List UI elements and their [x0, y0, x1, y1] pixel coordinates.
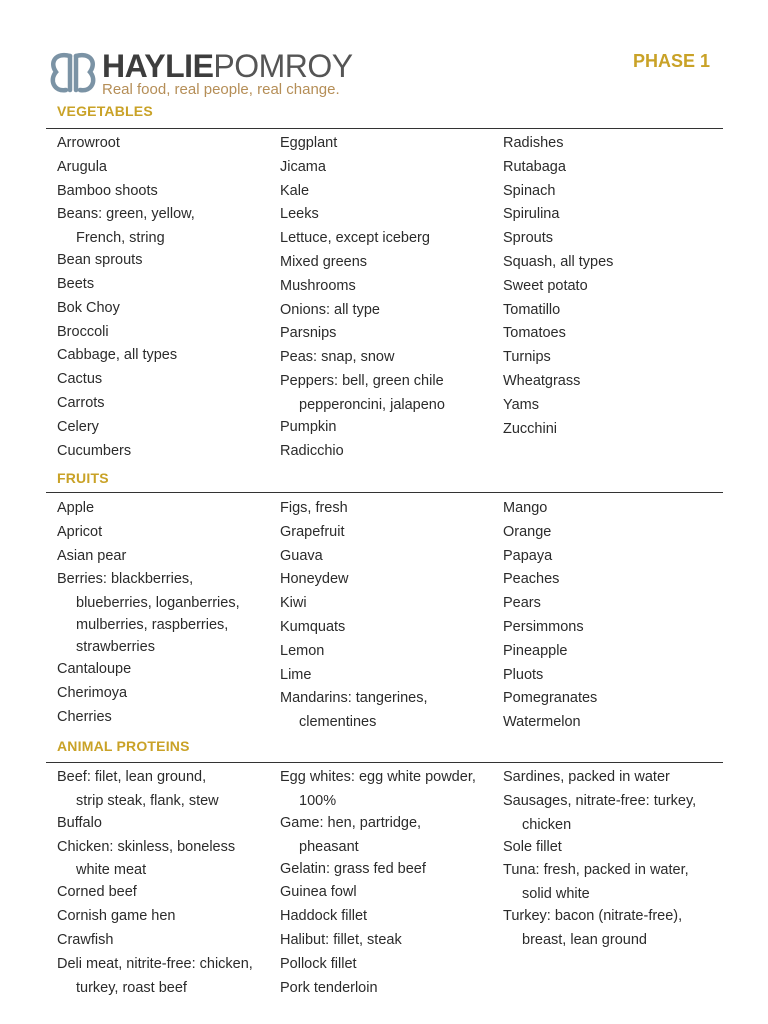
list-item [280, 251, 495, 275]
list-item [57, 297, 272, 321]
list-item [280, 766, 495, 812]
list-item [280, 322, 495, 346]
list-item-text: Cabbage, all types [57, 347, 178, 364]
list-item [57, 344, 272, 368]
list-item-text: Lime [280, 666, 312, 683]
list-item [280, 416, 495, 440]
brand-tagline: Real food, real people, real change. [102, 81, 340, 98]
list-item [503, 790, 718, 836]
vegetables-column-2 [280, 132, 495, 463]
list-item-text: Peppers: bell, green chile [280, 372, 444, 389]
list-item-text: Deli meat, nitrite-free: chicken, [57, 955, 253, 972]
brand-name [102, 48, 353, 84]
list-item [503, 418, 718, 442]
list-item-text: Arrowroot [57, 135, 120, 151]
list-item-text: Beef: filet, lean ground, [57, 769, 207, 785]
list-item-text: Radicchio [280, 442, 344, 459]
vegetables-column-3 [503, 132, 718, 441]
list-item-continuation: strip steak, flank, stew [76, 792, 219, 809]
list-item-text: Pollock fillet [280, 955, 357, 972]
fruits-column-3 [503, 497, 718, 735]
list-item [57, 521, 272, 545]
brand-first-name: HAYLIE [102, 48, 214, 84]
page-header [46, 48, 722, 100]
list-item [280, 156, 495, 180]
list-item [57, 953, 272, 999]
list-item [57, 706, 272, 730]
list-item [503, 664, 718, 688]
phase-label: PHASE 1 [632, 51, 710, 71]
list-item-continuation: solid white [522, 886, 590, 903]
list-item [57, 321, 272, 345]
list-item-text: Mixed greens [280, 253, 368, 270]
list-item-text: Gelatin: grass fed beef [280, 860, 426, 877]
list-item-text: Buffalo [57, 814, 102, 831]
section-title-animal-proteins: ANIMAL PROTEINS [57, 738, 190, 754]
list-item-text: Turnips [503, 349, 551, 366]
list-item [503, 203, 718, 227]
list-item-text: Sole fillet [503, 838, 562, 855]
list-item-text: Halibut: fillet, steak [280, 931, 402, 948]
list-item-text: Bamboo shoots [57, 182, 158, 199]
list-item-text: Pomegranates [503, 690, 598, 707]
list-item-text: Pears [503, 595, 541, 612]
list-item-text: Onions: all type [280, 301, 380, 318]
list-item-text: Rutabaga [503, 158, 566, 175]
list-item-text: Lemon [280, 642, 325, 659]
list-item-text: Broccoli [57, 323, 109, 340]
list-item-text: Cherries [57, 708, 112, 725]
list-item [57, 545, 272, 569]
list-item-text: Peaches [503, 571, 560, 588]
list-item [280, 521, 495, 545]
list-item-continuation: 100% [299, 792, 337, 809]
list-item-text: Bean sprouts [57, 252, 143, 269]
list-item-text: Apple [57, 500, 95, 516]
list-item [280, 616, 495, 640]
list-item-text: Leeks [280, 206, 319, 223]
list-item [57, 682, 272, 706]
list-item-text: Guava [280, 547, 323, 564]
list-item-text: Cantaloupe [57, 661, 132, 678]
list-item [280, 275, 495, 299]
list-item-text: Tuna: fresh, packed in water, [503, 862, 689, 879]
list-item-continuation: white meat [76, 862, 147, 879]
list-item [280, 568, 495, 592]
list-item-text: Egg whites: egg white powder, [280, 769, 476, 785]
list-item [57, 766, 272, 812]
list-item [57, 812, 272, 836]
list-item [503, 836, 718, 860]
list-item-text: Haddock fillet [280, 908, 368, 925]
list-item-text: Wheatgrass [503, 372, 581, 389]
list-item-continuation: clementines [299, 714, 377, 731]
list-item-continuation: pepperoncini, jalapeno [299, 396, 445, 413]
list-item-text: Eggplant [280, 135, 338, 151]
section-divider [46, 492, 723, 493]
list-item [280, 905, 495, 929]
list-item [280, 953, 495, 977]
list-item-text: Kale [280, 182, 310, 199]
vegetables-column-1 [57, 132, 272, 463]
list-item [57, 658, 272, 682]
list-item-text: Cucumbers [57, 442, 132, 459]
list-item-text: Beets [57, 275, 95, 292]
list-item [503, 180, 718, 204]
list-item-text: Mushrooms [280, 277, 356, 294]
list-item [503, 346, 718, 370]
list-item [280, 346, 495, 370]
list-item-text: Carrots [57, 394, 105, 411]
list-item [57, 392, 272, 416]
fruits-column-1 [57, 497, 272, 730]
butterfly-logo-icon [46, 50, 100, 96]
list-item-text: Parsnips [280, 325, 337, 342]
list-item [280, 497, 495, 521]
list-item-continuation: strawberries [76, 639, 155, 656]
list-item [57, 497, 272, 521]
list-item-text: Tomatillo [503, 301, 561, 318]
list-item [280, 227, 495, 251]
list-item [503, 905, 718, 951]
list-item-text: Bok Choy [57, 299, 120, 316]
list-item [57, 180, 272, 204]
list-item [503, 687, 718, 711]
list-item-text: Watermelon [503, 714, 581, 731]
list-item [57, 416, 272, 440]
list-item [57, 249, 272, 273]
list-item-text: Squash, all types [503, 253, 614, 270]
list-item-text: Corned beef [57, 884, 137, 901]
list-item [280, 203, 495, 227]
fruits-column-2 [280, 497, 495, 733]
list-item-text: Arugula [57, 158, 107, 175]
list-item [57, 132, 272, 156]
list-item-continuation: blueberries, loganberries, [76, 595, 240, 612]
list-item [57, 568, 272, 658]
list-item [280, 664, 495, 688]
list-item-text: Kiwi [280, 595, 307, 612]
list-item-text: Honeydew [280, 571, 349, 588]
list-item [280, 687, 495, 733]
list-item [503, 497, 718, 521]
list-item [57, 368, 272, 392]
list-item-continuation: mulberries, raspberries, [76, 617, 229, 634]
list-item-text: Sardines, packed in water [503, 769, 670, 785]
list-item [280, 592, 495, 616]
list-item-text: Tomatoes [503, 325, 566, 342]
list-item [280, 180, 495, 204]
list-item [280, 640, 495, 664]
list-item-text: Pluots [503, 666, 544, 683]
list-item-text: Papaya [503, 547, 553, 564]
list-item [57, 881, 272, 905]
list-item [503, 299, 718, 323]
list-item-text: Jicama [280, 158, 326, 175]
list-item [503, 859, 718, 905]
list-item [280, 858, 495, 882]
list-item [503, 568, 718, 592]
list-item-text: Grapefruit [280, 523, 345, 540]
list-item-text: Figs, fresh [280, 500, 348, 516]
list-item [280, 545, 495, 569]
list-item-text: Kumquats [280, 618, 346, 635]
list-item [503, 545, 718, 569]
list-item-text: Pineapple [503, 642, 568, 659]
list-item-text: Pork tenderloin [280, 979, 378, 996]
list-item [57, 929, 272, 953]
list-item [503, 616, 718, 640]
list-item-text: Radishes [503, 135, 564, 151]
list-item [280, 132, 495, 156]
proteins-column-2 [280, 766, 495, 1000]
list-item [280, 299, 495, 323]
list-item [280, 370, 495, 416]
list-item [57, 273, 272, 297]
list-item [503, 394, 718, 418]
list-item-text: Sausages, nitrate-free: turkey, [503, 792, 697, 809]
list-item [503, 251, 718, 275]
list-item [503, 322, 718, 346]
list-item-text: Berries: blackberries, [57, 571, 194, 588]
section-title-fruits: FRUITS [57, 470, 109, 486]
list-item [503, 156, 718, 180]
proteins-column-1 [57, 766, 272, 999]
list-item [57, 440, 272, 464]
list-item-text: Crawfish [57, 931, 114, 948]
list-item-text: Beans: green, yellow, [57, 206, 195, 223]
list-item [57, 156, 272, 180]
list-item [280, 881, 495, 905]
list-item-text: Turkey: bacon (nitrate-free), [503, 908, 683, 925]
list-item [503, 275, 718, 299]
list-item-continuation: pheasant [299, 838, 359, 855]
list-item-text: Lettuce, except iceberg [280, 230, 430, 247]
list-item-text: Chicken: skinless, boneless [57, 838, 236, 855]
list-item-text: Sweet potato [503, 277, 588, 294]
list-item-text: Pumpkin [280, 418, 337, 435]
list-item-text: Game: hen, partridge, [280, 814, 422, 831]
list-item [503, 227, 718, 251]
list-item-text: Cactus [57, 371, 103, 388]
list-item [503, 766, 718, 790]
list-item-text: Persimmons [503, 618, 584, 635]
section-title-vegetables: VEGETABLES [57, 103, 153, 119]
list-item [57, 905, 272, 929]
list-item-text: Yams [503, 396, 539, 413]
brand-last-name: POMROY [213, 48, 353, 84]
list-item-text: Asian pear [57, 547, 127, 564]
list-item-text: Peas: snap, snow [280, 349, 395, 366]
list-item-continuation: French, string [76, 230, 165, 247]
list-item-text: Spinach [503, 182, 556, 199]
brand-lockup [102, 48, 353, 98]
proteins-column-3 [503, 766, 718, 951]
list-item [503, 521, 718, 545]
section-divider [46, 762, 723, 763]
list-item-text: Apricot [57, 523, 103, 540]
list-item-text: Celery [57, 418, 99, 435]
list-item [503, 640, 718, 664]
list-item [503, 132, 718, 156]
list-item [503, 592, 718, 616]
list-item-continuation: breast, lean ground [522, 931, 647, 948]
list-item-text: Sprouts [503, 230, 553, 247]
list-item-text: Cherimoya [57, 684, 128, 701]
list-item [503, 370, 718, 394]
list-item [280, 440, 495, 464]
list-item [57, 836, 272, 882]
list-item-text: Spirulina [503, 206, 560, 223]
list-item-text: Mandarins: tangerines, [280, 690, 428, 707]
list-item-continuation: turkey, roast beef [76, 979, 187, 996]
list-item-text: Zucchini [503, 420, 557, 437]
list-item-continuation: chicken [522, 816, 572, 833]
list-item-text: Orange [503, 523, 552, 540]
list-item [57, 203, 272, 249]
section-divider [46, 128, 723, 129]
list-item [280, 812, 495, 858]
list-item-text: Guinea fowl [280, 884, 357, 901]
list-item-text: Mango [503, 500, 548, 516]
list-item [280, 977, 495, 1001]
list-item [503, 711, 718, 735]
list-item [280, 929, 495, 953]
list-item-text: Cornish game hen [57, 908, 176, 925]
